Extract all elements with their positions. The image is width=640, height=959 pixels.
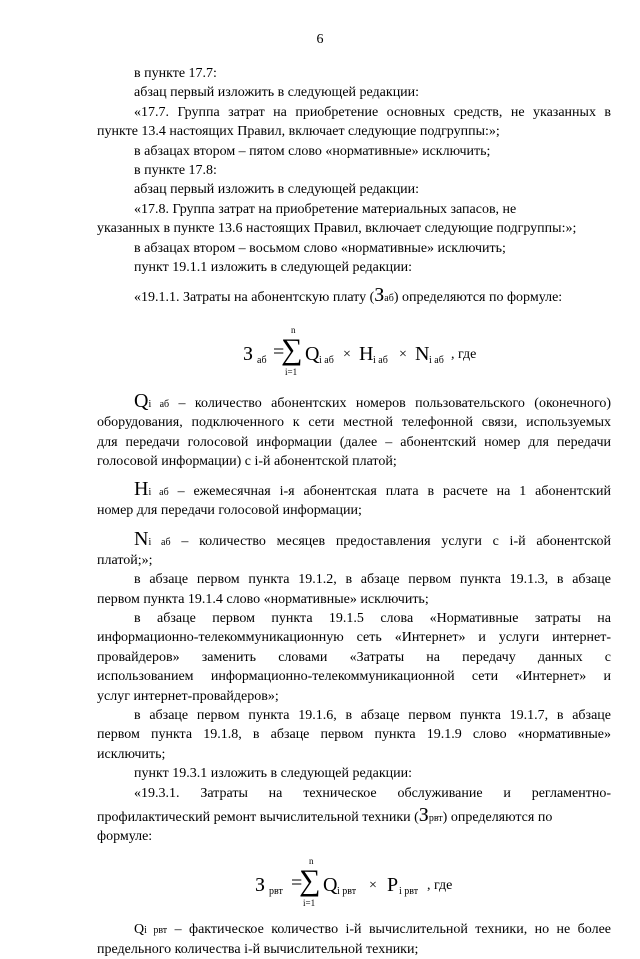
text-line: использованием информационно-телекоммуникационной сети «Интернет» и — [97, 669, 611, 685]
text-line: провайдеров» заменить словами «Затраты на передачу данных с — [97, 649, 611, 665]
text-line: информационно-телекоммуникационную сеть «Интернет» и услуги интернет- — [97, 630, 611, 646]
formula-abonent-fee: З аб = n ∑ i=1 Q i аб × H i аб × N i аб , где — [243, 325, 477, 378]
text-line: «17.8. Группа затрат на приобретение материальных запасов, не — [134, 201, 517, 217]
text-line: услуг интернет-провайдеров»; — [97, 688, 279, 704]
text-line: указанных в пункте 13.6 настоящих Правил, включает следующие подгруппы:»; — [97, 221, 577, 237]
text-line: «19.3.1. Затраты на техническое обслуживание и регламентно- — [134, 785, 611, 801]
text-line: пункте 13.4 настоящих Правил, включает следующие подгруппы:»; — [97, 124, 500, 140]
definition-q-ab: Qi аб – количество абонентских номеров пользовательского (оконечного) — [134, 390, 611, 413]
text-line: абзац первый изложить в следующей редакции: — [134, 182, 420, 198]
definition-n-ab: Ni аб – количество месяцев предоставления услуги с i-й абонентской — [134, 527, 611, 550]
text-line: формуле: — [97, 828, 153, 844]
text-line: исключить; — [97, 746, 166, 762]
text-line: в пункте 17.8: — [134, 162, 217, 178]
paragraph-19-1-1-intro: «19.1.1. Затраты на абонентскую плату (Заб) определяются по формуле: — [134, 284, 563, 307]
text-line: «17.7. Группа затрат на приобретение основных средств, не указанных в — [134, 104, 611, 120]
paragraph-19-3-1-intro: профилактический ремонт вычислительной техники (Зрвт) определяются по — [97, 803, 553, 826]
document-body — [97, 64, 611, 959]
page-number: 6 — [316, 32, 324, 47]
text-line: первом пункта 19.1.4 слово «нормативные» исключить; — [97, 591, 429, 607]
text-line: в абзаце первом пункта 19.1.2, в абзаце первом пункта 19.1.3, в абзаце — [134, 572, 611, 588]
text-line: в абзацах втором – пятом слово «нормативные» исключить; — [134, 143, 491, 159]
text-line: в абзацах втором – восьмом слово «нормативные» исключить; — [134, 240, 506, 256]
definition-q-rvt: Qi рвт – фактическое количество i-й вычислительной техники, но не более — [134, 922, 612, 938]
text-line: предельного количества i-й вычислительной техники; — [97, 941, 419, 957]
text-line: в абзаце первом пункта 19.1.6, в абзаце первом пункта 19.1.7, в абзаце — [134, 707, 611, 723]
text-line: голосовой информации) с i-й абонентской платой; — [97, 454, 397, 470]
text-line: для передачи голосовой информации (далее – абонентский номер для передачи — [97, 434, 611, 450]
text-line: пункт 19.3.1 изложить в следующей редакции: — [134, 766, 412, 782]
text-line: платой;»; — [97, 552, 153, 568]
text-line: абзац первый изложить в следующей редакции: — [134, 85, 420, 101]
text-line: оборудования, подключенного к сети местной телефонной связи, используемых — [97, 415, 611, 431]
text-line: в пункте 17.7: — [134, 66, 217, 81]
text-line: номер для передачи голосовой информации; — [97, 503, 362, 519]
text-line: пункт 19.1.1 изложить в следующей редакции: — [134, 259, 412, 275]
definition-h-ab: Hi аб – ежемесячная i-я абонентская плата в расчете на 1 абонентский — [134, 478, 612, 501]
text-line: первом пункта 19.1.8, в абзаце первом пункта 19.1.9 слово «нормативные» — [97, 727, 611, 743]
formula-computer-maintenance: З рвт = n ∑ i=1 Q i рвт × P i рвт , где — [255, 856, 453, 909]
text-line: в абзаце первом пункта 19.1.5 слова «Нормативные затраты на — [134, 611, 611, 627]
